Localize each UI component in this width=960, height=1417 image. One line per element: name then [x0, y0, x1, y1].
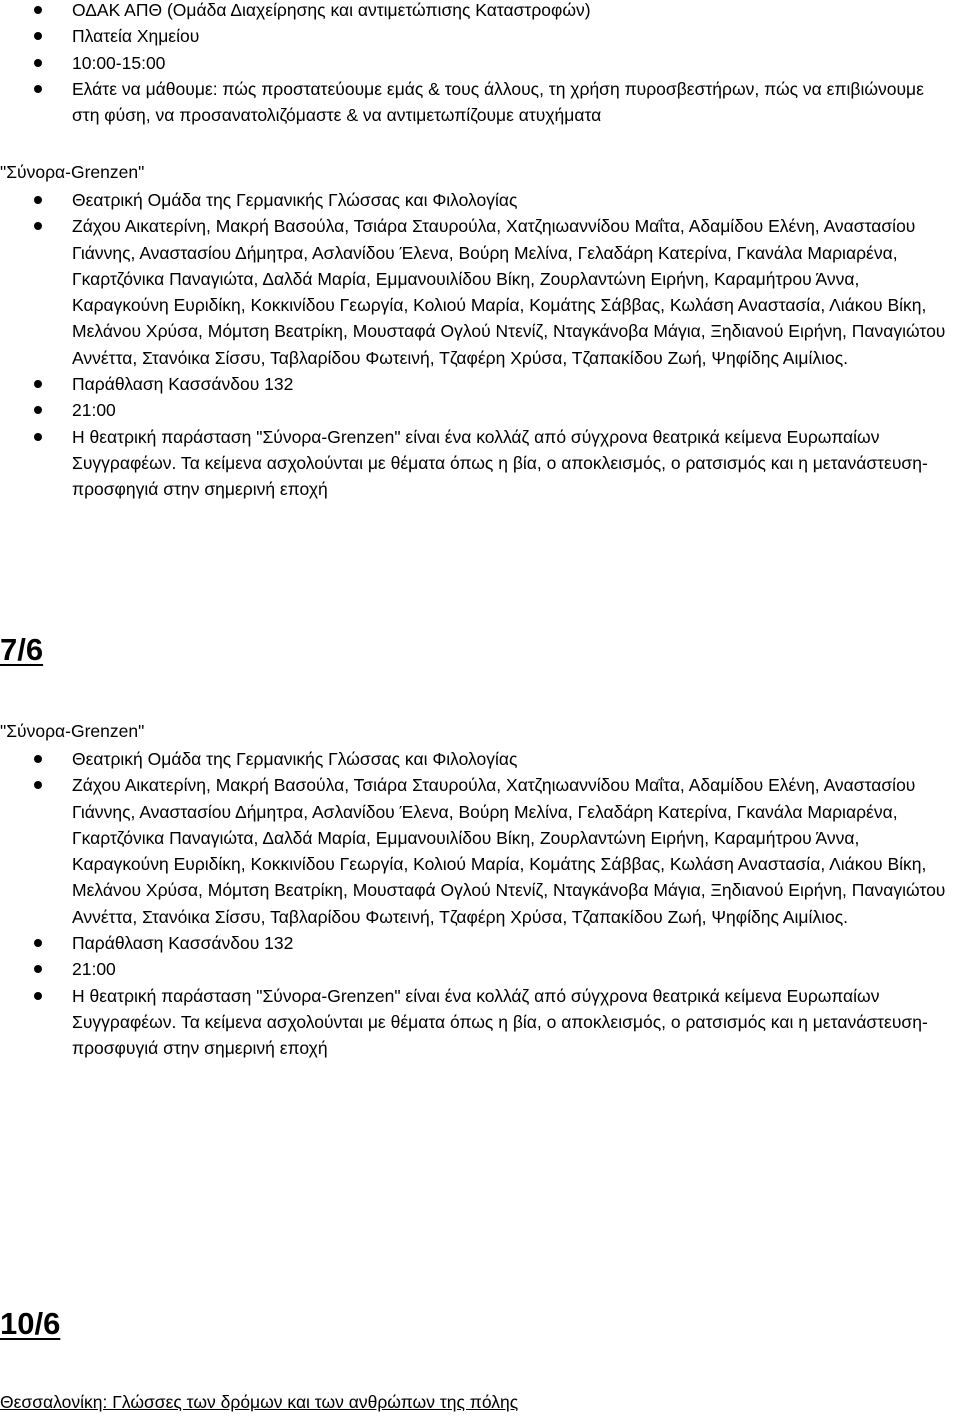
list-item: Ζάχου Αικατερίνη, Μακρή Βασούλα, Τσιάρα Σταυρούλα, Χατζηιωαννίδου Μαΐτα, Αδαμίδου Ελένη, Αναστασίου Γιάννης, Αναστασίου Δήμητρα, Ασλανίδου Έλενα, Βούρη Μελίνα, Γελαδάρη Κατερίνα, Γκανάλα Μαριαρένα, Γκαρτζόνικα Παναγιώτα, Δαλδά Μαρία, Εμμανουιλίδου Βίκη, Ζουρλαντώνη Ειρήνη, Καραμήτρου Άννα, Καραγκούνη Ευριδίκη, Κοκκινίδου Γεωργία, Κολιού Μαρία, Κομάτης Σάββας, Κωλάση Αναστασία, Λιάκου Βίκη, Μελάνου Χρύσα, Μόμτση Βεατρίκη, Μουσταφά Ογλού Ντενίζ, Νταγκάνοβα Μάγια, Ξηδιανού Ειρήνη, Παναγιώτου Αννέττα, Στανόικα Σίσσυ, Ταβλαρίδου Φωτεινή, Τζαφέρη Χρύσα, Τζαπακίδου Ζωή, Ψηφίδης Αιμίλιος.: [0, 772, 960, 930]
date-heading: 10/6: [0, 1306, 61, 1341]
list-item: 10:00-15:00: [0, 50, 960, 76]
list-item: Η θεατρική παράσταση "Σύνορα-Grenzen" είναι ένα κολλάζ από σύγχρονα θεατρικά κείμενα Ευρωπαίων Συγγραφέων. Τα κείμενα ασχολούνται με θέματα όπως η βία, ο αποκλεισμός, ο ρατσισμός και η μετανάστευση- προσφυγιά στην σημερινή εποχή: [0, 983, 960, 1062]
event-list-grenzen-2: [0, 746, 960, 1062]
event-list-grenzen: [0, 187, 960, 503]
list-item: Πλατεία Χημείου: [0, 23, 960, 49]
event-link[interactable]: Θεσσαλονίκη: Γλώσσες των δρόμων και των ανθρώπων της πόλης: [0, 1392, 519, 1412]
event-title: "Σύνορα-Grenzen": [0, 162, 145, 182]
event-title: "Σύνορα-Grenzen": [0, 721, 145, 741]
list-item: 21:00: [0, 397, 960, 423]
list-item: 21:00: [0, 956, 960, 982]
list-item: Ζάχου Αικατερίνη, Μακρή Βασούλα, Τσιάρα Σταυρούλα, Χατζηιωαννίδου Μαΐτα, Αδαμίδου Ελένη, Αναστασίου Γιάννης, Αναστασίου Δήμητρα, Ασλανίδου Έλενα, Βούρη Μελίνα, Γελαδάρη Κατερίνα, Γκανάλα Μαριαρένα, Γκαρτζόνικα Παναγιώτα, Δαλδά Μαρία, Εμμανουιλίδου Βίκη, Ζουρλαντώνη Ειρήνη, Καραμήτρου Άννα, Καραγκούνη Ευριδίκη, Κοκκινίδου Γεωργία, Κολιού Μαρία, Κομάτης Σάββας, Κωλάση Αναστασία, Λιάκου Βίκη, Μελάνου Χρύσα, Μόμτση Βεατρίκη, Μουσταφά Ογλού Ντενίζ, Νταγκάνοβα Μάγια, Ξηδιανού Ειρήνη, Παναγιώτου Αννέττα, Στανόικα Σίσσυ, Ταβλαρίδου Φωτεινή, Τζαφέρη Χρύσα, Τζαπακίδου Ζωή, Ψηφίδης Αιμίλιος.: [0, 213, 960, 371]
list-item: Θεατρική Ομάδα της Γερμανικής Γλώσσας και Φιλολογίας: [0, 187, 960, 213]
list-item: Παράθλαση Κασσάνδου 132: [0, 371, 960, 397]
list-item: ΟΔΑΚ ΑΠΘ (Ομάδα Διαχείρησης και αντιμετώπισης Καταστροφών): [0, 0, 960, 23]
list-item: Θεατρική Ομάδα της Γερμανικής Γλώσσας και Φιλολογίας: [0, 746, 960, 772]
list-item: Ελάτε να μάθουμε: πώς προστατεύουμε εμάς & τους άλλους, τη χρήση πυροσβεστήρων, πώς να επιβιώνουμε στη φύση, να προσανατολιζόμαστε & να αντιμετωπίζουμε ατυχήματα: [0, 76, 960, 129]
date-heading: 7/6: [0, 632, 44, 667]
event-list-odak: [0, 0, 960, 128]
list-item: Η θεατρική παράσταση "Σύνορα-Grenzen" είναι ένα κολλάζ από σύγχρονα θεατρικά κείμενα Ευρωπαίων Συγγραφέων. Τα κείμενα ασχολούνται με θέματα όπως η βία, ο αποκλεισμός, ο ρατσισμός και η μετανάστευση- προσφηγιά στην σημερινή εποχή: [0, 424, 960, 503]
list-item: Παράθλαση Κασσάνδου 132: [0, 930, 960, 956]
